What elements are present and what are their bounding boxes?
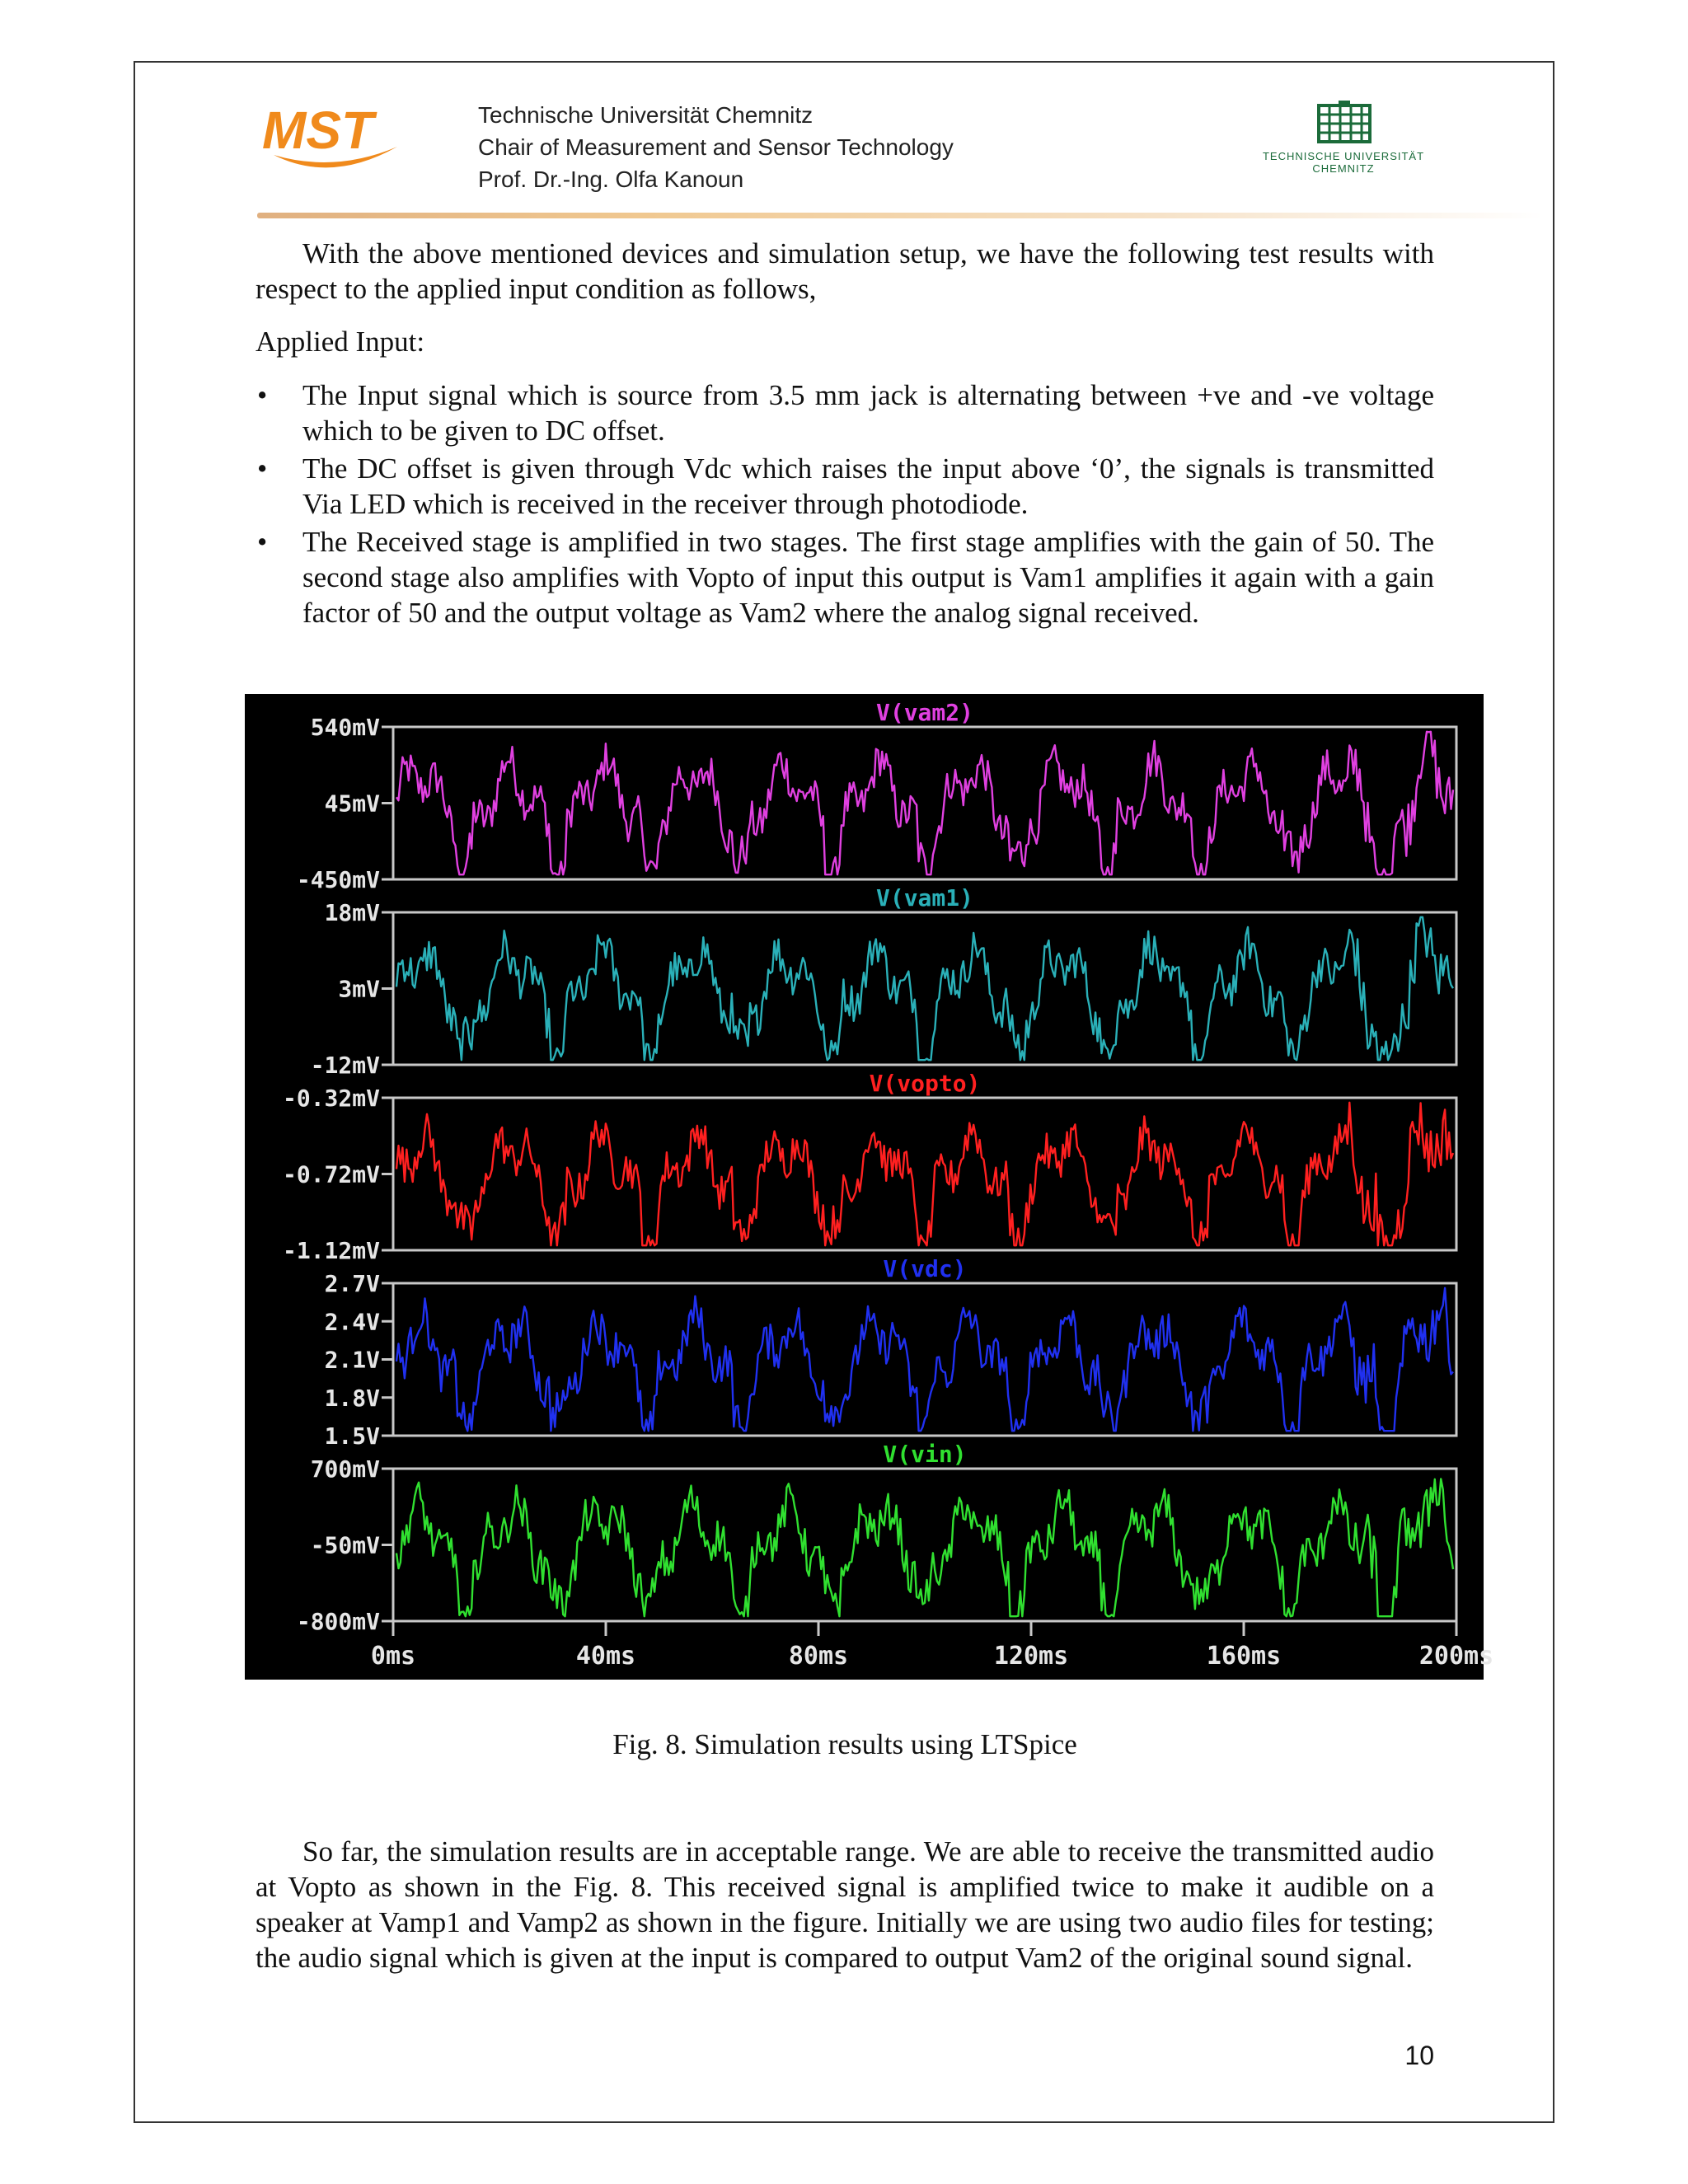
panel-title: V(vam2)	[875, 699, 974, 726]
y-tick-label: -1.12mV	[282, 1237, 380, 1264]
panel-title: V(vam1)	[875, 884, 974, 912]
y-tick-label: -0.32mV	[282, 1085, 380, 1112]
header-institution	[478, 99, 954, 195]
y-tick-label: -800mV	[296, 1608, 380, 1635]
waveform-vvam1	[396, 917, 1453, 1060]
y-tick-label: 1.5V	[324, 1422, 380, 1450]
header-chair: Chair of Measurement and Sensor Technology	[478, 134, 954, 160]
y-tick-label: -50mV	[310, 1531, 380, 1559]
ltspice-chart	[245, 694, 1494, 1680]
waveform-vvin	[396, 1479, 1453, 1617]
ltspice-figure	[245, 694, 1494, 1680]
list-item: • The DC offset is given through Vdc which raises the input above ‘0’, the signals is transmitted Via LED which is received in the receiver through photodiode.	[257, 452, 1434, 520]
list-item: • The Input signal which is source from 3.5 mm jack is alternating between +ve and -ve voltage which to be given to DC offset.	[257, 379, 1434, 447]
list-item: • The Received stage is amplified in two stages. The first stage amplifies with the gain of 50. The second stage also amplifies with Vopto of input this output is Vam1 amplifies it again with a gain factor of 50 and the output voltage as Vam2 where the analog signal received.	[257, 526, 1434, 629]
y-tick-label: 45mV	[324, 790, 380, 818]
conclusion-paragraph: So far, the simulation results are in acceptable range. We are able to receive the transmitted audio at Vopto as shown in the Fig. 8. This received signal is amplified twice to make it audible on a speaker at Vamp1 and Vamp2 as shown in the figure. Initially we are using two audio files for testing; the audio signal which is given at the input is compared to output Vam2 of the original sound signal.	[256, 1835, 1434, 1974]
panel-title: V(vin)	[883, 1441, 967, 1468]
y-tick-label: 1.8V	[324, 1384, 380, 1412]
header-professor: Prof. Dr.-Ing. Olfa Kanoun	[478, 166, 744, 192]
y-tick-label: 2.1V	[324, 1346, 380, 1374]
page-number: 10	[1404, 2041, 1434, 2070]
x-tick-label: 40ms	[575, 1642, 636, 1671]
y-tick-label: 2.7V	[324, 1270, 380, 1297]
x-tick-label: 160ms	[1206, 1642, 1282, 1671]
y-tick-label: -12mV	[310, 1052, 380, 1079]
panel-frame	[393, 912, 1456, 1065]
y-tick-label: 18mV	[324, 899, 380, 926]
y-tick-label: 700mV	[310, 1455, 380, 1483]
figure-caption: Fig. 8. Simulation results using LTSpice	[612, 1728, 1077, 1760]
header-university: Technische Universität Chemnitz	[478, 102, 814, 128]
applied-input-heading: Applied Input:	[256, 326, 425, 358]
y-tick-label: 3mV	[338, 975, 380, 1003]
intro-paragraph: With the above mentioned devices and simulation setup, we have the following test results with respect to the applied input condition as follows,	[256, 237, 1434, 305]
waveform-vvam2	[396, 732, 1453, 874]
waveform-vvopto	[396, 1103, 1453, 1245]
bullet-list	[256, 377, 1434, 633]
x-tick-label: 0ms	[370, 1642, 416, 1671]
panel-title: V(vdc)	[883, 1255, 967, 1282]
mst-logo	[257, 97, 414, 180]
y-tick-label: 2.4V	[324, 1308, 380, 1336]
y-tick-label: -450mV	[296, 866, 380, 893]
header-rule	[257, 213, 1543, 218]
x-tick-label: 120ms	[993, 1642, 1069, 1671]
waveform-vvdc	[396, 1288, 1453, 1431]
mst-logo-text: MST	[262, 101, 374, 160]
x-tick-label: 200ms	[1418, 1642, 1494, 1671]
y-tick-label: -0.72mV	[282, 1160, 380, 1188]
x-tick-label: 80ms	[788, 1642, 849, 1671]
panel-title: V(vopto)	[869, 1070, 981, 1097]
tu-logo-text: TECHNISCHE UNIVERSITÄT CHEMNITZ	[1262, 150, 1425, 175]
y-tick-label: 540mV	[310, 714, 380, 741]
